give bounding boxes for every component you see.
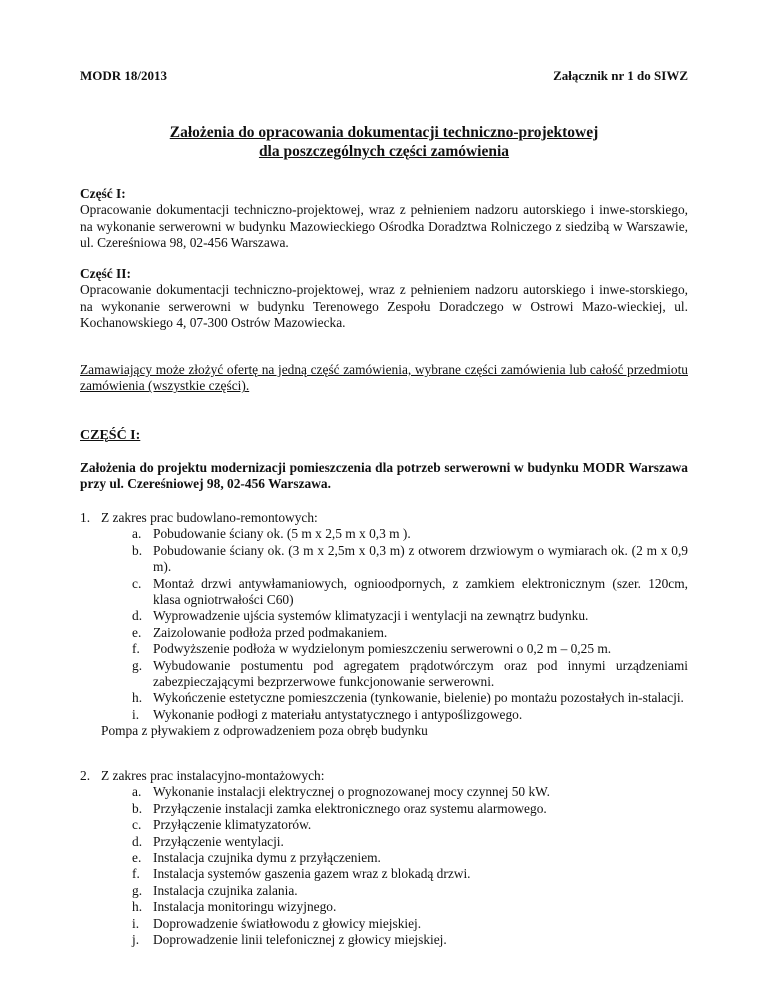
list-item-letter: h. — [132, 690, 143, 706]
list-item-text: Wykończenie estetyczne pomieszczenia (tynkowanie, bielenie) po montażu pozostałych in-stalacji. — [153, 690, 684, 706]
section-1-heading: CZĘŚĆ I: — [80, 428, 141, 443]
list-item-text: Przyłączenie wentylacji. — [153, 833, 284, 849]
list-item — [80, 866, 688, 882]
title-line-2: dla poszczególnych części zamówienia — [258, 142, 510, 160]
list-item-letter: e. — [132, 624, 142, 640]
list-item — [80, 834, 688, 850]
list-item — [80, 526, 688, 542]
list-item — [80, 576, 688, 609]
list-item — [80, 883, 688, 899]
list-item — [80, 707, 688, 723]
list-item-text: Wyprowadzenie ujścia systemów klimatyzacji i wentylacji na zewnątrz budynku. — [153, 608, 589, 624]
list-1-number: 1. — [80, 510, 91, 525]
list-item-letter: i. — [132, 706, 140, 722]
reference-number: MODR 18/2013 — [80, 68, 168, 83]
section-1-intro: Założenia do projektu modernizacji pomieszczenia dla potrzeb serwerowni w budynku MODR Warszawa przy ul. Czereśniowej 98, 02-456 Warszawa. — [80, 460, 688, 492]
list-2-number: 2. — [80, 768, 91, 783]
list-item-text: Doprowadzenie światłowodu z głowicy miejskiej. — [153, 915, 422, 931]
offer-notice: Zamawiający może złożyć ofertę na jedną część zamówienia, wybrane części zamówienia lub całość przedmiotu zamówienia (wszystkie części). — [80, 362, 688, 394]
list-item-text: Doprowadzenie linii telefonicznej z głowicy miejskiej. — [153, 932, 447, 948]
list-item — [80, 899, 688, 915]
list-item-letter: e. — [132, 850, 142, 866]
list-item-text: Wykonanie instalacji elektrycznej o prognozowanej mocy czynnej 50 kW. — [153, 784, 550, 800]
part-2-text: Opracowanie dokumentacji techniczno-projektowej, wraz z pełnieniem nadzoru autorskiego i inwe-storskiego, na wykonanie serwerowni w budynku Terenowego Zespołu Doradczego w Ostrowi Mazo-wieckiej, ul. Kochanowskiego 4, 07-300 Ostrów Mazowiecka. — [80, 282, 688, 331]
list-item — [80, 690, 688, 706]
list-item-letter: g. — [132, 882, 143, 898]
list-item-text: Wykonanie podłogi z materiału antystatycznego i antypoślizgowego. — [153, 706, 523, 722]
list-item-letter: g. — [132, 657, 143, 673]
list-item-letter: f. — [132, 641, 140, 657]
list-item-letter: i. — [132, 915, 140, 931]
list-item-text: Instalacja monitoringu wizyjnego. — [153, 899, 337, 915]
list-item-letter: d. — [132, 833, 143, 849]
part-1-heading: Część I: — [80, 186, 126, 201]
list-item-text: Wybudowanie postumentu pod agregatem prądotwórczym oraz pod innymi urządzeniami zabezpieczającymi bezprzerwowe funkcjonowanie serwerowni. — [153, 657, 688, 690]
document-title — [80, 124, 688, 161]
list-item — [80, 784, 688, 800]
list-item-text: Podwyższenie podłoża w wydzielonym pomieszczeniu serwerowni o 0,2 m – 0,25 m. — [153, 641, 612, 657]
list-item — [80, 625, 688, 641]
list-item-letter: b. — [132, 800, 143, 816]
list-item-text: Pobudowanie ściany ok. (5 m x 2,5 m x 0,3 m ). — [153, 526, 411, 542]
list-item-text: Instalacja czujnika dymu z przyłączeniem. — [153, 850, 381, 866]
part-2-heading: Część II: — [80, 266, 131, 281]
list-item-text: Pobudowanie ściany ok. (3 m x 2,5m x 0,3 m) z otworem drzwiowym o wymiarach ok. (2 m x 0,9 m). — [153, 542, 688, 575]
list-item — [80, 608, 688, 624]
list-item-letter: f. — [132, 866, 140, 882]
list-item-text: Montaż drzwi antywłamaniowych, ognioodpornych, z zamkiem elektronicznym (szer. 120cm, klasa ogniotrwałości C60) — [153, 575, 688, 608]
list-item-letter: c. — [132, 817, 142, 833]
list-item-text: Przyłączenie klimatyzatorów. — [153, 817, 312, 833]
list-item — [80, 817, 688, 833]
list-item — [80, 916, 688, 932]
list-item-letter: h. — [132, 899, 143, 915]
list-1-extra: Pompa z pływakiem z odprowadzeniem poza obręb budynku — [101, 723, 428, 739]
list-item-text: Przyłączenie instalacji zamka elektronicznego oraz systemu alarmowego. — [153, 800, 547, 816]
list-item-text: Instalacja czujnika zalania. — [153, 882, 298, 898]
list-2-title: 2. Z zakres prac instalacyjno-montażowych: — [80, 768, 325, 783]
list-item-letter: a. — [132, 526, 142, 542]
title-line-1: Założenia do opracowania dokumentacji techniczno-projektowej — [169, 124, 599, 141]
list-item — [80, 658, 688, 691]
list-item-letter: d. — [132, 608, 143, 624]
list-item-text: Instalacja systemów gaszenia gazem wraz z blokadą drzwi. — [153, 866, 471, 882]
list-item — [80, 801, 688, 817]
list-item — [80, 543, 688, 576]
list-item — [80, 850, 688, 866]
list-item-letter: a. — [132, 784, 142, 800]
construction-works-list — [80, 510, 688, 740]
list-item — [80, 641, 688, 657]
list-item-letter: j. — [132, 932, 140, 948]
list-item-letter: b. — [132, 542, 143, 558]
part-1-text: Opracowanie dokumentacji techniczno-projektowej, wraz z pełnieniem nadzoru autorskiego i inwe-storskiego, na wykonanie serwerowni w budynku Mazowieckiego Ośrodka Doradztwa Rolniczego z siedzibą w Warszawie, ul. Czereśniowa 98, 02-456 Warszawa. — [80, 202, 688, 251]
part-1-summary — [80, 186, 688, 252]
list-item — [80, 932, 688, 948]
list-item-letter: c. — [132, 575, 142, 591]
list-1-title: 1. Z zakres prac budowlano-remontowych: — [80, 510, 318, 525]
part-2-summary — [80, 266, 688, 332]
installation-works-list — [80, 768, 688, 948]
attachment-label: Załącznik nr 1 do SIWZ — [553, 68, 688, 83]
list-item-text: Zaizolowanie podłoża przed podmakaniem. — [153, 624, 388, 640]
